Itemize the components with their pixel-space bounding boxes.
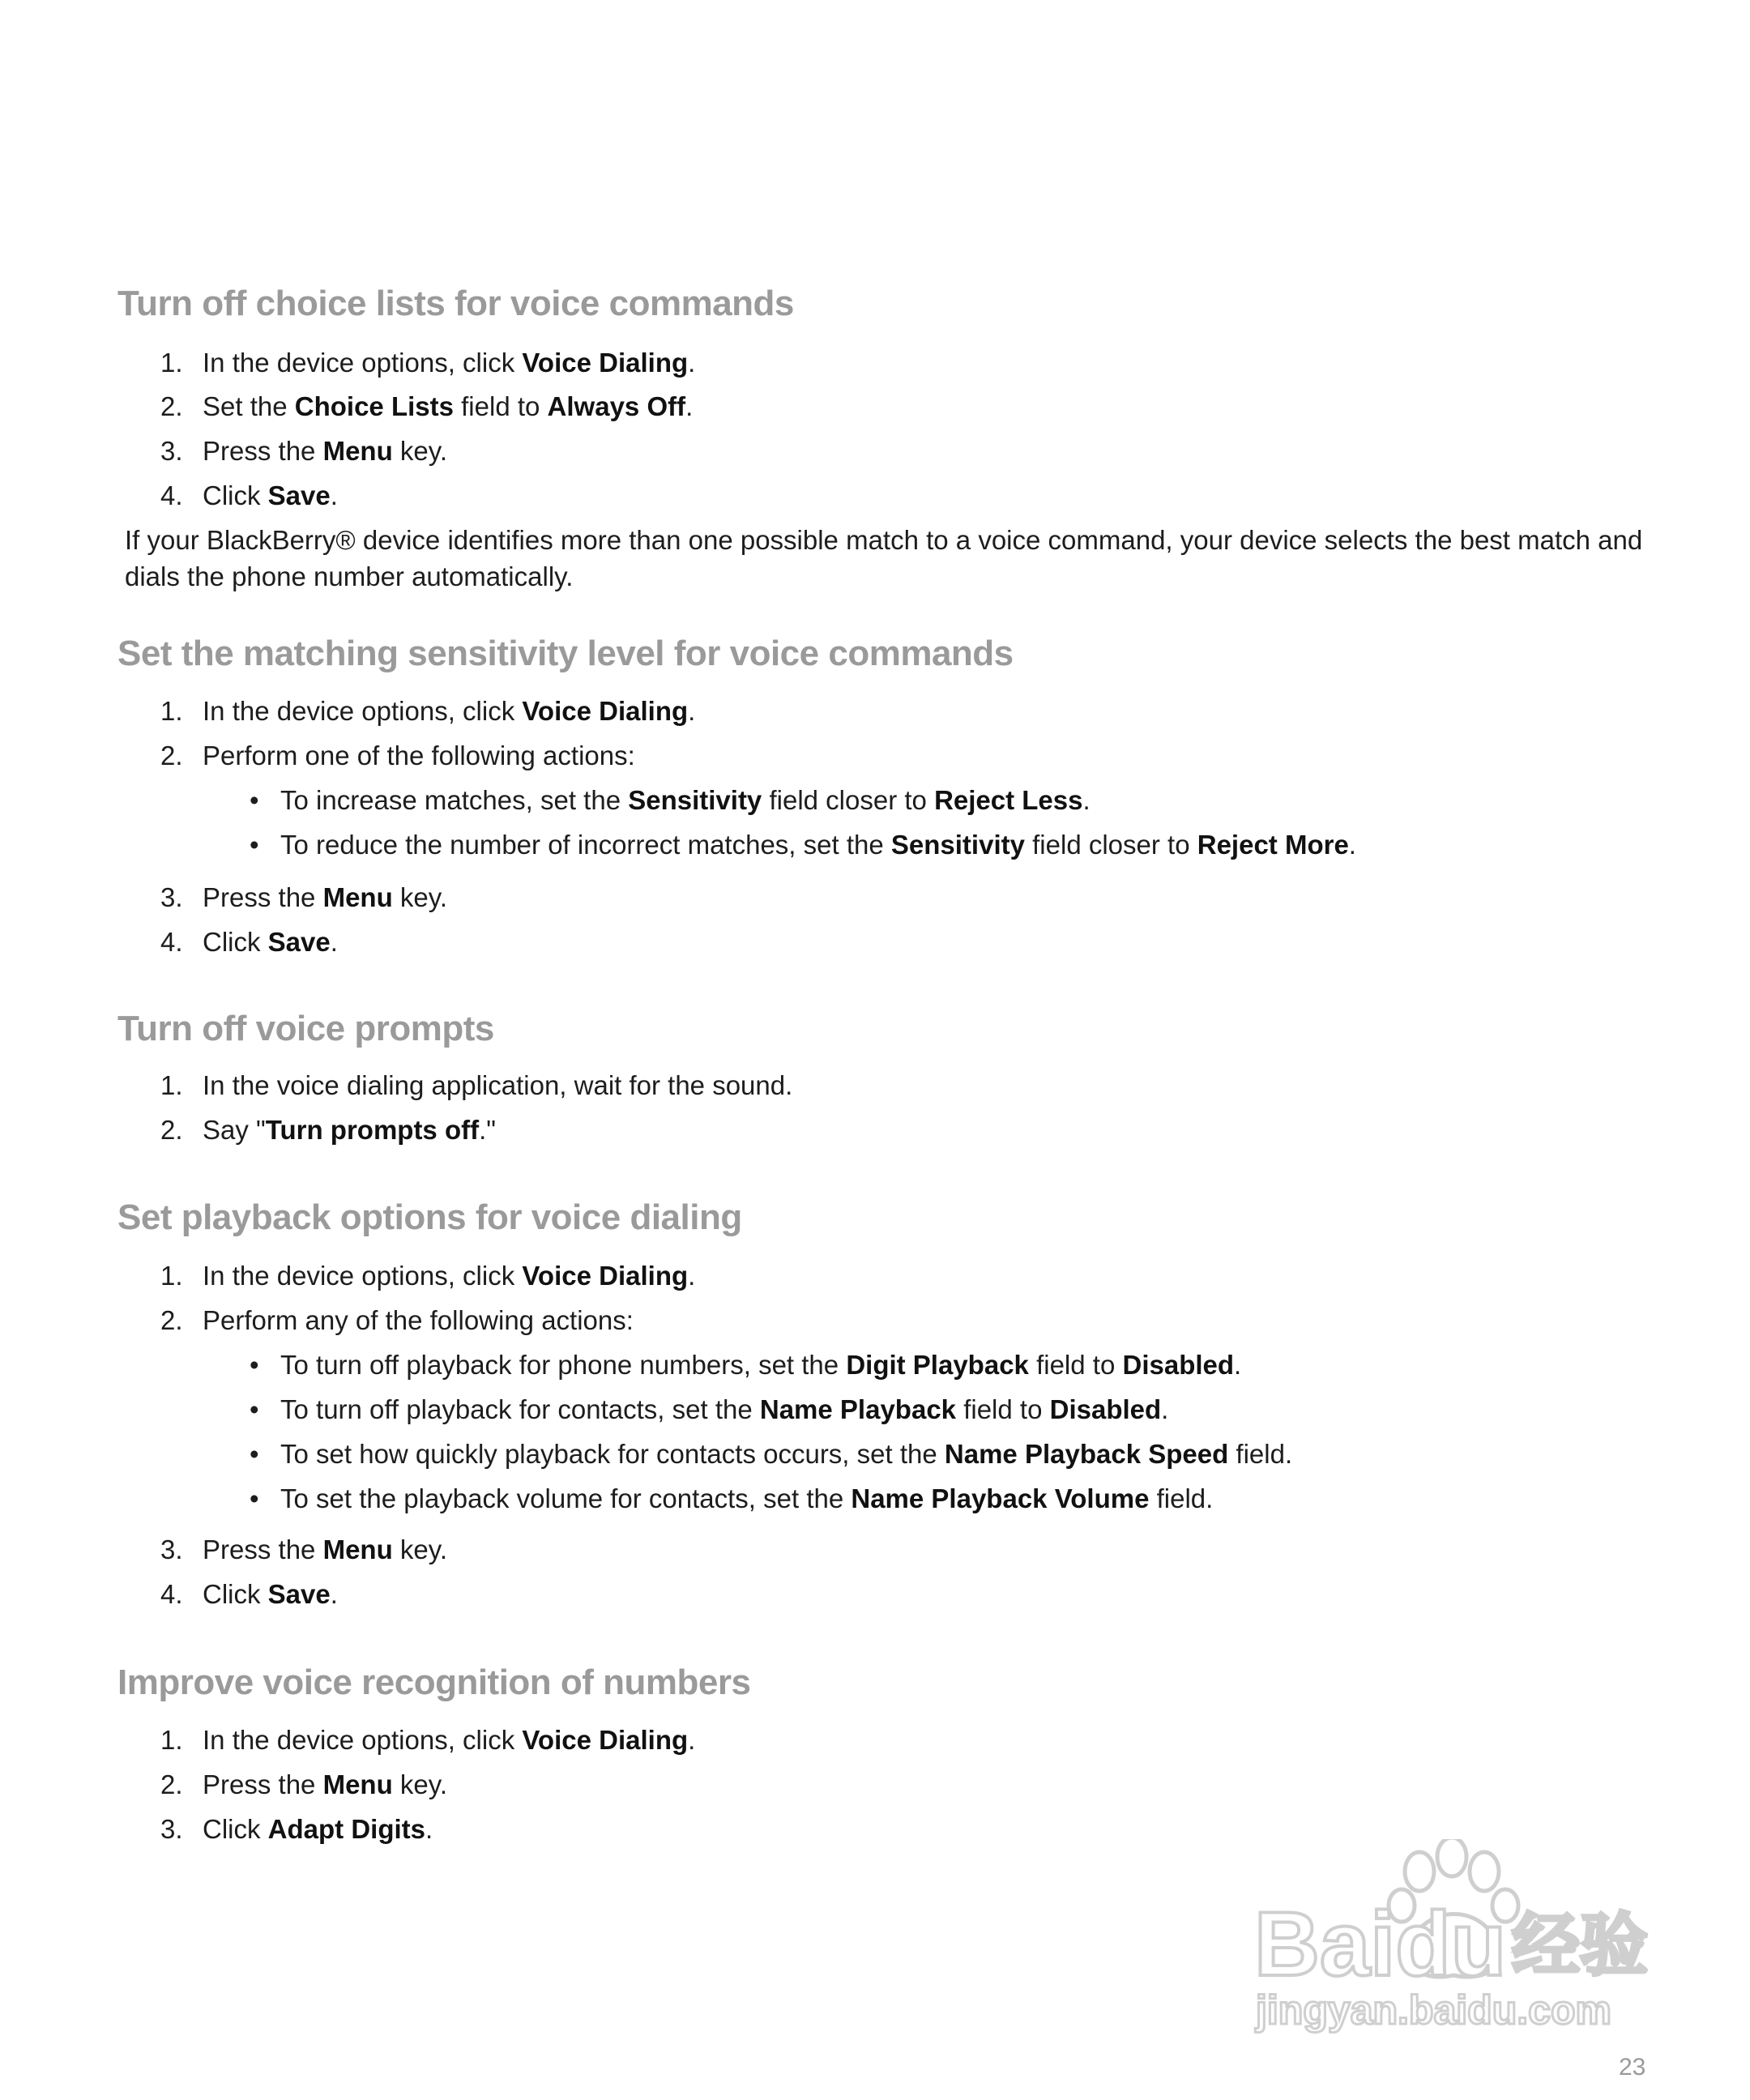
ui-label: Voice Dialing (522, 696, 689, 726)
ui-label: Name Playback Volume (851, 1483, 1150, 1513)
section-heading: Turn off choice lists for voice commands (117, 284, 794, 323)
step-text: Press the Menu key. (203, 436, 447, 466)
bullet-text: To turn off playback for contacts, set the Name Playback field to Disabled. (280, 1394, 1169, 1424)
baidu-jingyan-watermark (1248, 1839, 1669, 2050)
step-number: 4. (160, 480, 183, 510)
step-text: In the device options, click Voice Dialing. (203, 696, 696, 726)
page-number: 23 (1619, 2054, 1646, 2081)
step-text: Press the Menu key. (203, 1534, 447, 1564)
step-number: 1. (160, 696, 183, 726)
bullet-icon: • (250, 1439, 259, 1469)
step-text: Press the Menu key. (203, 882, 447, 912)
ui-label: Adapt Digits (267, 1814, 425, 1844)
svg-text:Baidu: Baidu (1254, 1893, 1507, 1995)
ui-label: Voice Dialing (522, 1725, 689, 1755)
bullet-icon: • (250, 1483, 259, 1513)
step-text: Press the Menu key. (203, 1769, 447, 1799)
bullet-icon: • (250, 785, 259, 815)
ui-label: Save (267, 1579, 331, 1609)
step-number: 1. (160, 1261, 183, 1291)
ui-label: Menu (322, 436, 393, 466)
step-text: Perform one of the following actions: (203, 741, 635, 770)
step-number: 4. (160, 927, 183, 957)
step-text: In the voice dialing application, wait for the sound. (203, 1070, 793, 1100)
ui-label: Disabled (1049, 1394, 1162, 1424)
bullet-text: To increase matches, set the Sensitivity field closer to Reject Less. (280, 785, 1091, 815)
step-text: Perform any of the following actions: (203, 1305, 634, 1335)
step-text: Click Adapt Digits. (203, 1814, 433, 1844)
section-heading: Set the matching sensitivity level for voice commands (117, 634, 1014, 673)
step-text: In the device options, click Voice Dialing. (203, 1261, 696, 1291)
step-text: Set the Choice Lists field to Always Off. (203, 391, 694, 421)
ui-label: Menu (322, 882, 393, 912)
step-number: 1. (160, 1070, 183, 1100)
svg-text:经验: 经验 (1512, 1906, 1649, 1985)
step-number: 2. (160, 741, 183, 770)
baidu-paw-logo-icon (1248, 1839, 1669, 2050)
bullet-text: To set how quickly playback for contacts occurs, set the Name Playback Speed field. (280, 1439, 1293, 1469)
step-text: Click Save. (203, 927, 338, 957)
step-number: 2. (160, 1305, 183, 1335)
step-number: 2. (160, 1769, 183, 1799)
note-paragraph: If your BlackBerry® device identifies more than one possible match to a voice command, your device selects the best match and dials the phone number automatically. (125, 525, 1643, 591)
bullet-icon: • (250, 1350, 259, 1380)
step-text: Say "Turn prompts off." (203, 1115, 496, 1145)
bullet-text: To reduce the number of incorrect matches, set the Sensitivity field closer to Reject More. (280, 830, 1356, 860)
ui-label: Sensitivity (890, 830, 1025, 860)
ui-label: Choice Lists (294, 391, 454, 421)
step-number: 1. (160, 1725, 183, 1755)
step-text: Click Save. (203, 480, 338, 510)
bullet-icon: • (250, 830, 259, 860)
section-heading: Set playback options for voice dialing (117, 1197, 742, 1237)
step-number: 4. (160, 1579, 183, 1609)
step-number: 2. (160, 391, 183, 421)
ui-label: Voice Dialing (522, 348, 689, 378)
ui-label: Voice Dialing (522, 1261, 689, 1291)
section-heading: Turn off voice prompts (117, 1009, 494, 1048)
ui-label: Sensitivity (628, 785, 762, 815)
step-number: 3. (160, 1814, 183, 1844)
ui-label: Reject More (1197, 830, 1349, 860)
ui-label: Menu (322, 1534, 393, 1564)
step-number: 2. (160, 1115, 183, 1145)
ui-label: Save (267, 927, 331, 957)
step-text: Click Save. (203, 1579, 338, 1609)
ui-label: Name Playback (759, 1394, 957, 1424)
svg-text:jingyan.baidu.com: jingyan.baidu.com (1256, 1987, 1611, 2033)
section-heading: Improve voice recognition of numbers (117, 1662, 751, 1702)
ui-label: Name Playback Speed (944, 1439, 1229, 1469)
bullet-text: To turn off playback for phone numbers, set the Digit Playback field to Disabled. (280, 1350, 1242, 1380)
ui-label: Disabled (1122, 1350, 1235, 1380)
step-number: 1. (160, 348, 183, 378)
ui-label: Turn prompts off (265, 1115, 480, 1145)
ui-label: Always Off (547, 391, 686, 421)
ui-label: Digit Playback (846, 1350, 1029, 1380)
step-text: In the device options, click Voice Dialing. (203, 348, 696, 378)
ui-label: Menu (322, 1769, 393, 1799)
step-text: In the device options, click Voice Dialing. (203, 1725, 696, 1755)
bullet-text: To set the playback volume for contacts, set the Name Playback Volume field. (280, 1483, 1214, 1513)
ui-label: Save (267, 480, 331, 510)
step-number: 3. (160, 1534, 183, 1564)
ui-label: Reject Less (934, 785, 1083, 815)
step-number: 3. (160, 436, 183, 466)
bullet-icon: • (250, 1394, 259, 1424)
step-number: 3. (160, 882, 183, 912)
